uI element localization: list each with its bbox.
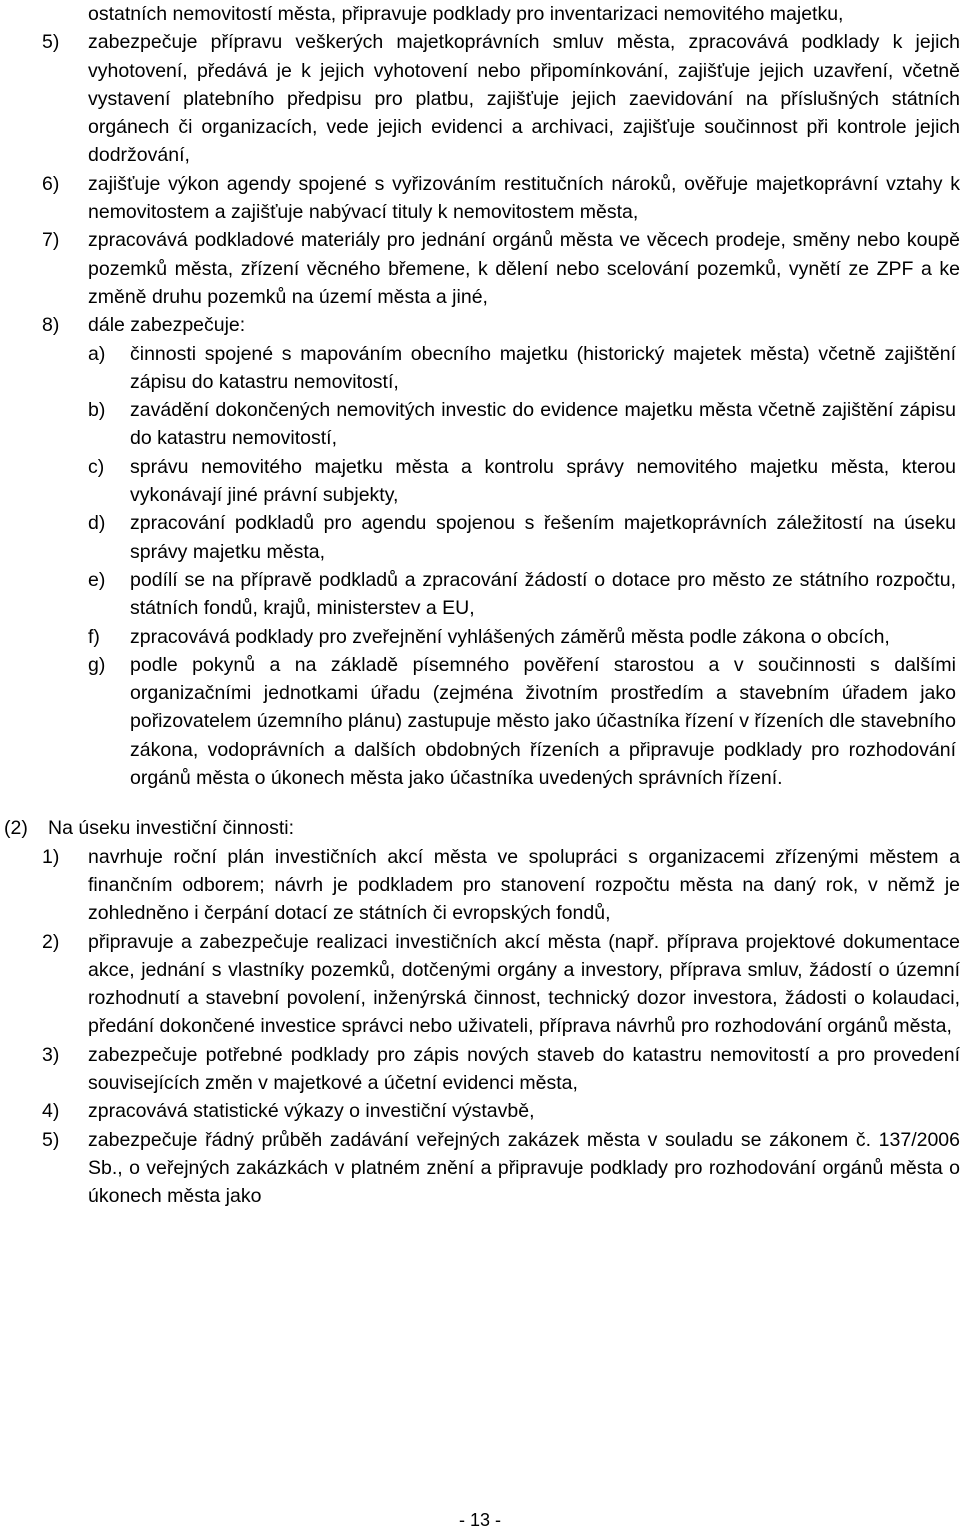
list-item-6 — [42, 170, 960, 227]
list-item-5 — [42, 28, 960, 169]
sublist-item-d — [88, 509, 956, 566]
sublist-item-label: d) — [88, 512, 106, 535]
list-item-text: zpracovává podkladové materiály pro jednání orgánů města ve věcech prodeje, směny nebo koupě pozemků města, zřízení věcného břemene, k dělení nebo scelování pozemků, vynětí ze ZPF a ke změně druhu pozemků na území města a jiné, — [88, 229, 960, 308]
list-item-text: zabezpečuje přípravu veškerých majetkoprávních smluv města, zpracovává podklady k jejich vyhotovení, předává je k jejich vyhotovení nebo připomínkování, zajišťuje jejich uzavření, včetně vystavení platebního předpisu pro platbu, zajišťuje jejich zaevidování na příslušných státních orgánech či organizacích, vede jejich evidenci a archivaci, zajišťuje součinnost při kontrole jejich dodržování, — [88, 31, 960, 167]
list-item-label: 1) — [42, 845, 60, 868]
list-item-label: 5) — [42, 1128, 60, 1151]
sublist-item-label: e) — [88, 568, 106, 591]
section-title: Na úseku investiční činnosti: — [48, 817, 295, 840]
page-number: - 13 - — [458, 1510, 501, 1530]
list-item-label: 5) — [42, 31, 60, 54]
list-item-label: 2) — [42, 930, 60, 953]
section-heading — [4, 814, 960, 842]
list-item-text: dále zabezpečuje: — [88, 314, 246, 337]
sublist-item-a — [88, 340, 956, 397]
sublist-item-b — [88, 396, 956, 453]
list-item-7 — [42, 226, 960, 311]
list-item-4 — [42, 1097, 960, 1125]
sublist-item-label: f) — [88, 625, 100, 648]
list-item-text: zpracovává statistické výkazy o investiční výstavbě, — [88, 1100, 535, 1123]
list-item-text: připravuje a zabezpečuje realizaci investičních akcí města (např. příprava projektové dokumentace akce, jednání s vlastníky pozemků, dotčenými orgány a investory, příprava smluv, žádostí o územní rozhodnutí a stavební povolení, inženýrská činnost, technický dozor investora, žádosti o kolaudaci, předání dokončené investice správci nebo uživateli, příprava návrhů pro rozhodování orgánů města, — [88, 930, 960, 1038]
list-item-label: 6) — [42, 172, 60, 195]
sublist-item-text: správu nemovitého majetku města a kontrolu správy nemovitého majetku města, kterou vykonávají jiné právní subjekty, — [130, 455, 956, 507]
list-item-text: navrhuje roční plán investičních akcí města ve spolupráci s organizacemi zřízenými městem a finančním odborem; návrh je podkladem pro stanovení rozpočtu města na daný rok, v němž je zohledněno i čerpání dotací ze státních či evropských fondů, — [88, 845, 960, 925]
list-item-label: 4) — [42, 1100, 60, 1123]
list-item-label: 3) — [42, 1043, 60, 1066]
sublist-item-text: zpracování podkladů pro agendu spojenou s řešením majetkoprávních záležitostí na úseku správy majetku města, — [130, 512, 956, 563]
list-item-5b — [42, 1126, 960, 1211]
list-item-8 — [42, 311, 960, 339]
sublist-item-text: zpracovává podklady pro zveřejnění vyhlášených záměrů města podle zákona o obcích, — [130, 625, 890, 648]
sublist-item-text: činnosti spojené s mapováním obecního majetku (historický majetek města) včetně zajištění zápisu do katastru nemovitostí, — [130, 342, 956, 393]
sublist-item-text: zavádění dokončených nemovitých investic do evidence majetku města včetně zajištění zápisu do katastru nemovitostí, — [130, 399, 956, 450]
section-number: (2) — [4, 817, 28, 840]
paragraph-text: ostatních nemovitostí města, připravuje podklady pro inventarizaci nemovitého majetku, — [88, 3, 844, 25]
list-item-text: zabezpečuje řádný průběh zadávání veřejných zakázek města v souladu se zákonem č. 137/2006 Sb., o veřejných zakázkách v platném znění a připravuje podklady pro rozhodování orgánů města o úkonech města jako — [88, 1128, 960, 1208]
sublist-item-e — [88, 566, 956, 623]
sublist-item-text: podle pokynů a na základě písemného pověření starostou a v součinnosti s dalšími organizačními jednotkami úřadu (zejména životním prostředím a stavebním úřadem jako pořizovatelem územního plánu) zastupuje město jako účastníka řízení v řízeních dle stavebního zákona, vodoprávních a dalších obdobných řízeních a připravuje podklady pro rozhodování orgánů města o úkonech města jako účastníka uvedených správních řízení. — [130, 653, 956, 790]
sublist-item-label: a) — [88, 342, 106, 365]
sublist-item-g — [88, 651, 956, 792]
sublist-item-label: b) — [88, 399, 106, 422]
list-item-text: zabezpečuje potřebné podklady pro zápis nových staveb do katastru nemovitostí a pro provedení souvisejících změn v majetkové a účetní evidenci města, — [88, 1043, 960, 1094]
sublist-item-c — [88, 453, 956, 510]
list-item-3 — [42, 1041, 960, 1098]
list-item-2 — [42, 928, 960, 1041]
list-item-label: 7) — [42, 229, 60, 252]
list-item-text: zajišťuje výkon agendy spojené s vyřizováním restitučních nároků, ověřuje majetkoprávní vztahy k nemovitostem a zajišťuje nabývací tituly k nemovitostem města, — [88, 172, 960, 224]
sublist-item-text: podílí se na přípravě podkladů a zpracování žádostí o dotace pro město ze státního rozpočtu, státních fondů, krajů, ministerstev a EU, — [130, 568, 956, 620]
sublist-item-label: c) — [88, 455, 105, 478]
sublist-item-f — [88, 623, 956, 651]
list-item-1 — [42, 843, 960, 928]
list-item-label: 8) — [42, 314, 60, 337]
sublist-item-label: g) — [88, 653, 106, 676]
paragraph-continuation — [88, 0, 956, 28]
